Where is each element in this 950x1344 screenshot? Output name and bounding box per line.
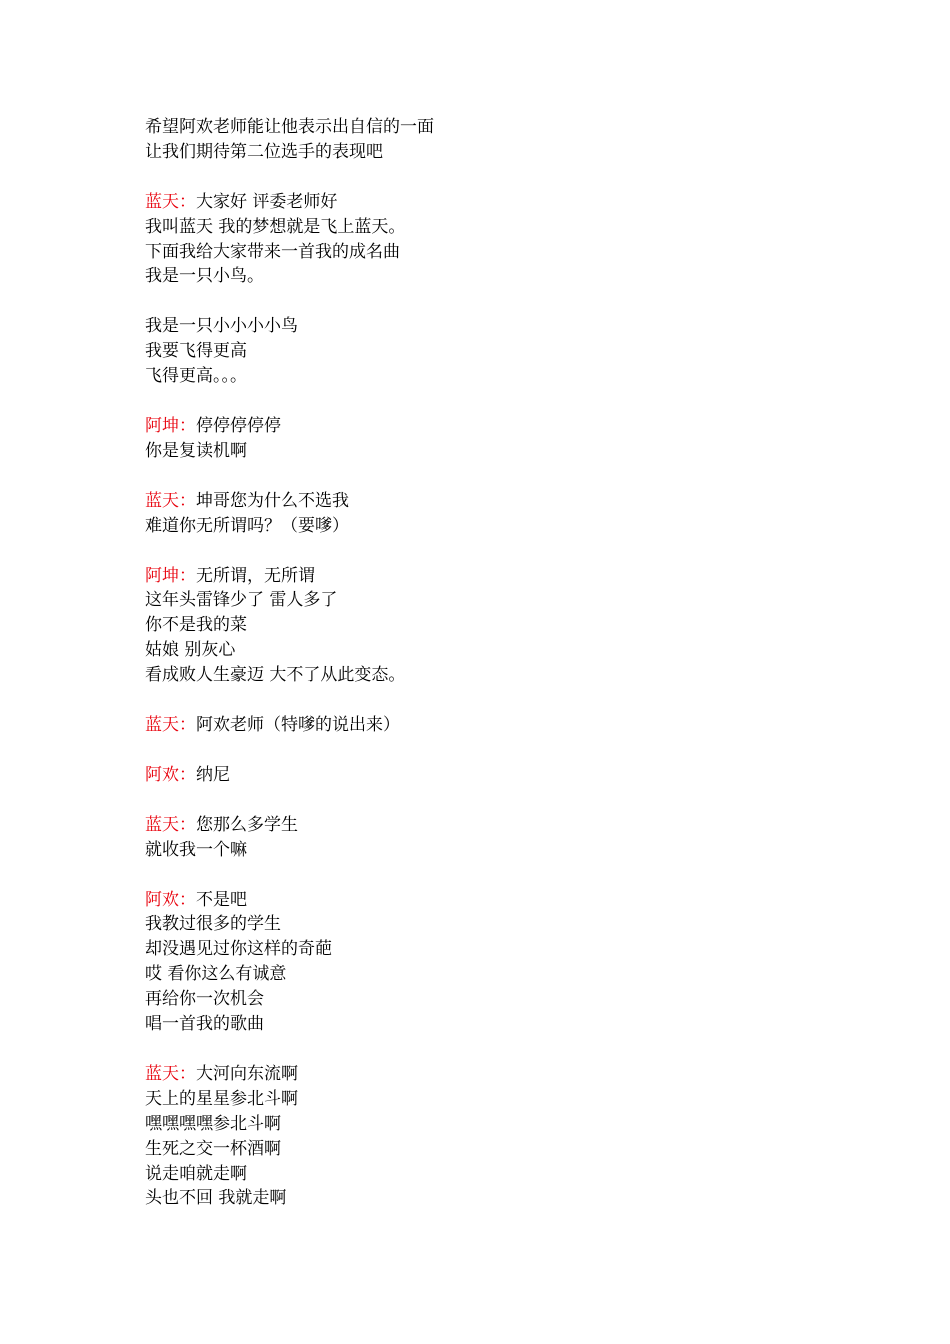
dialogue-line [145, 987, 845, 1012]
speaker-name: 阿欢： [145, 764, 196, 785]
dialogue-line [145, 140, 845, 165]
line-text: 你不是我的菜 [145, 615, 247, 636]
dialogue-line [145, 638, 845, 663]
dialogue-line [145, 912, 845, 937]
dialogue-block [145, 713, 845, 738]
dialogue-block [145, 813, 845, 863]
dialogue-line [145, 813, 845, 838]
dialogue-line [145, 588, 845, 613]
line-text: 纳尼 [196, 764, 230, 785]
speaker-name: 蓝天： [145, 191, 196, 212]
line-text: 就收我一个嘛 [145, 839, 247, 860]
dialogue-line [145, 763, 845, 788]
line-text: 你是复读机啊 [145, 440, 247, 461]
dialogue-line [145, 663, 845, 688]
line-text: 却没遇见过你这样的奇葩 [145, 939, 332, 960]
dialogue-line [145, 1162, 845, 1187]
line-text: 您那么多学生 [196, 814, 298, 835]
dialogue-block [145, 888, 845, 1037]
dialogue-line [145, 514, 845, 539]
dialogue-line [145, 339, 845, 364]
dialogue-line [145, 937, 845, 962]
dialogue-line [145, 439, 845, 464]
dialogue-line [145, 489, 845, 514]
dialogue-line [145, 115, 845, 140]
dialogue-line [145, 564, 845, 589]
dialogue-line [145, 364, 845, 389]
speaker-name: 阿坤： [145, 416, 196, 437]
dialogue-block [145, 414, 845, 464]
dialogue-line [145, 962, 845, 987]
dialogue-line [145, 838, 845, 863]
dialogue-block [145, 190, 845, 290]
line-text: 不是吧 [196, 889, 247, 910]
dialogue-line [145, 888, 845, 913]
line-text: 大家好 评委老师好 [196, 191, 338, 212]
line-text: 坤哥您为什么不选我 [196, 490, 349, 511]
line-text: 阿欢老师（特嗲的说出来） [196, 715, 400, 736]
dialogue-line [145, 215, 845, 240]
dialogue-line [145, 1062, 845, 1087]
dialogue-line [145, 190, 845, 215]
line-text: 唱一首我的歌曲 [145, 1014, 264, 1035]
line-text: 飞得更高。。。 [145, 366, 247, 387]
speaker-name: 阿欢： [145, 889, 196, 910]
speaker-name: 蓝天： [145, 490, 196, 511]
dialogue-line [145, 713, 845, 738]
dialogue-block [145, 314, 845, 389]
dialogue-line [145, 1186, 845, 1211]
line-text: 生死之交一杯酒啊 [145, 1138, 281, 1159]
dialogue-block [145, 115, 845, 165]
line-text: 希望阿欢老师能让他表示出自信的一面 [145, 117, 434, 137]
dialogue-block [145, 489, 845, 539]
speaker-name: 蓝天： [145, 1063, 196, 1084]
dialogue-line [145, 1137, 845, 1162]
line-text: 姑娘 别灰心 [145, 640, 236, 661]
line-text: 哎 看你这么有诚意 [145, 964, 287, 985]
line-text: 再给你一次机会 [145, 989, 264, 1010]
line-text: 嘿嘿嘿嘿参北斗啊 [145, 1113, 281, 1134]
dialogue-line [145, 1012, 845, 1037]
line-text: 头也不回 我就走啊 [145, 1188, 287, 1209]
dialogue-line [145, 1112, 845, 1137]
line-text: 下面我给大家带来一首我的成名曲 [145, 241, 400, 262]
dialogue-block [145, 1062, 845, 1211]
line-text: 无所谓，无所谓 [196, 565, 315, 586]
line-text: 说走咱就走啊 [145, 1163, 247, 1184]
dialogue-line [145, 613, 845, 638]
line-text: 这年头雷锋少了 雷人多了 [145, 590, 338, 611]
speaker-name: 蓝天： [145, 715, 196, 736]
speaker-name: 阿坤： [145, 565, 196, 586]
line-text: 难道你无所谓吗？（要嗲） [145, 515, 349, 536]
line-text: 我要飞得更高 [145, 341, 247, 362]
line-text: 我是一只小鸟。 [145, 266, 264, 287]
dialogue-line [145, 314, 845, 339]
speaker-name: 蓝天： [145, 814, 196, 835]
line-text: 我是一只小小小小鸟 [145, 316, 298, 337]
dialogue-block [145, 564, 845, 688]
line-text: 我教过很多的学生 [145, 914, 281, 935]
dialogue-line [145, 1087, 845, 1112]
line-text: 天上的星星参北斗啊 [145, 1088, 298, 1109]
dialogue-block [145, 763, 845, 788]
line-text: 让我们期待第二位选手的表现吧 [145, 141, 383, 162]
dialogue-line [145, 264, 845, 289]
dialogue-line [145, 240, 845, 265]
line-text: 看成败人生豪迈 大不了从此变态。 [145, 665, 406, 686]
script-text [145, 115, 845, 1236]
line-text: 我叫蓝天 我的梦想就是飞上蓝天。 [145, 216, 406, 237]
line-text: 大河向东流啊 [196, 1063, 298, 1084]
dialogue-line [145, 414, 845, 439]
line-text: 停停停停停 [196, 416, 281, 437]
